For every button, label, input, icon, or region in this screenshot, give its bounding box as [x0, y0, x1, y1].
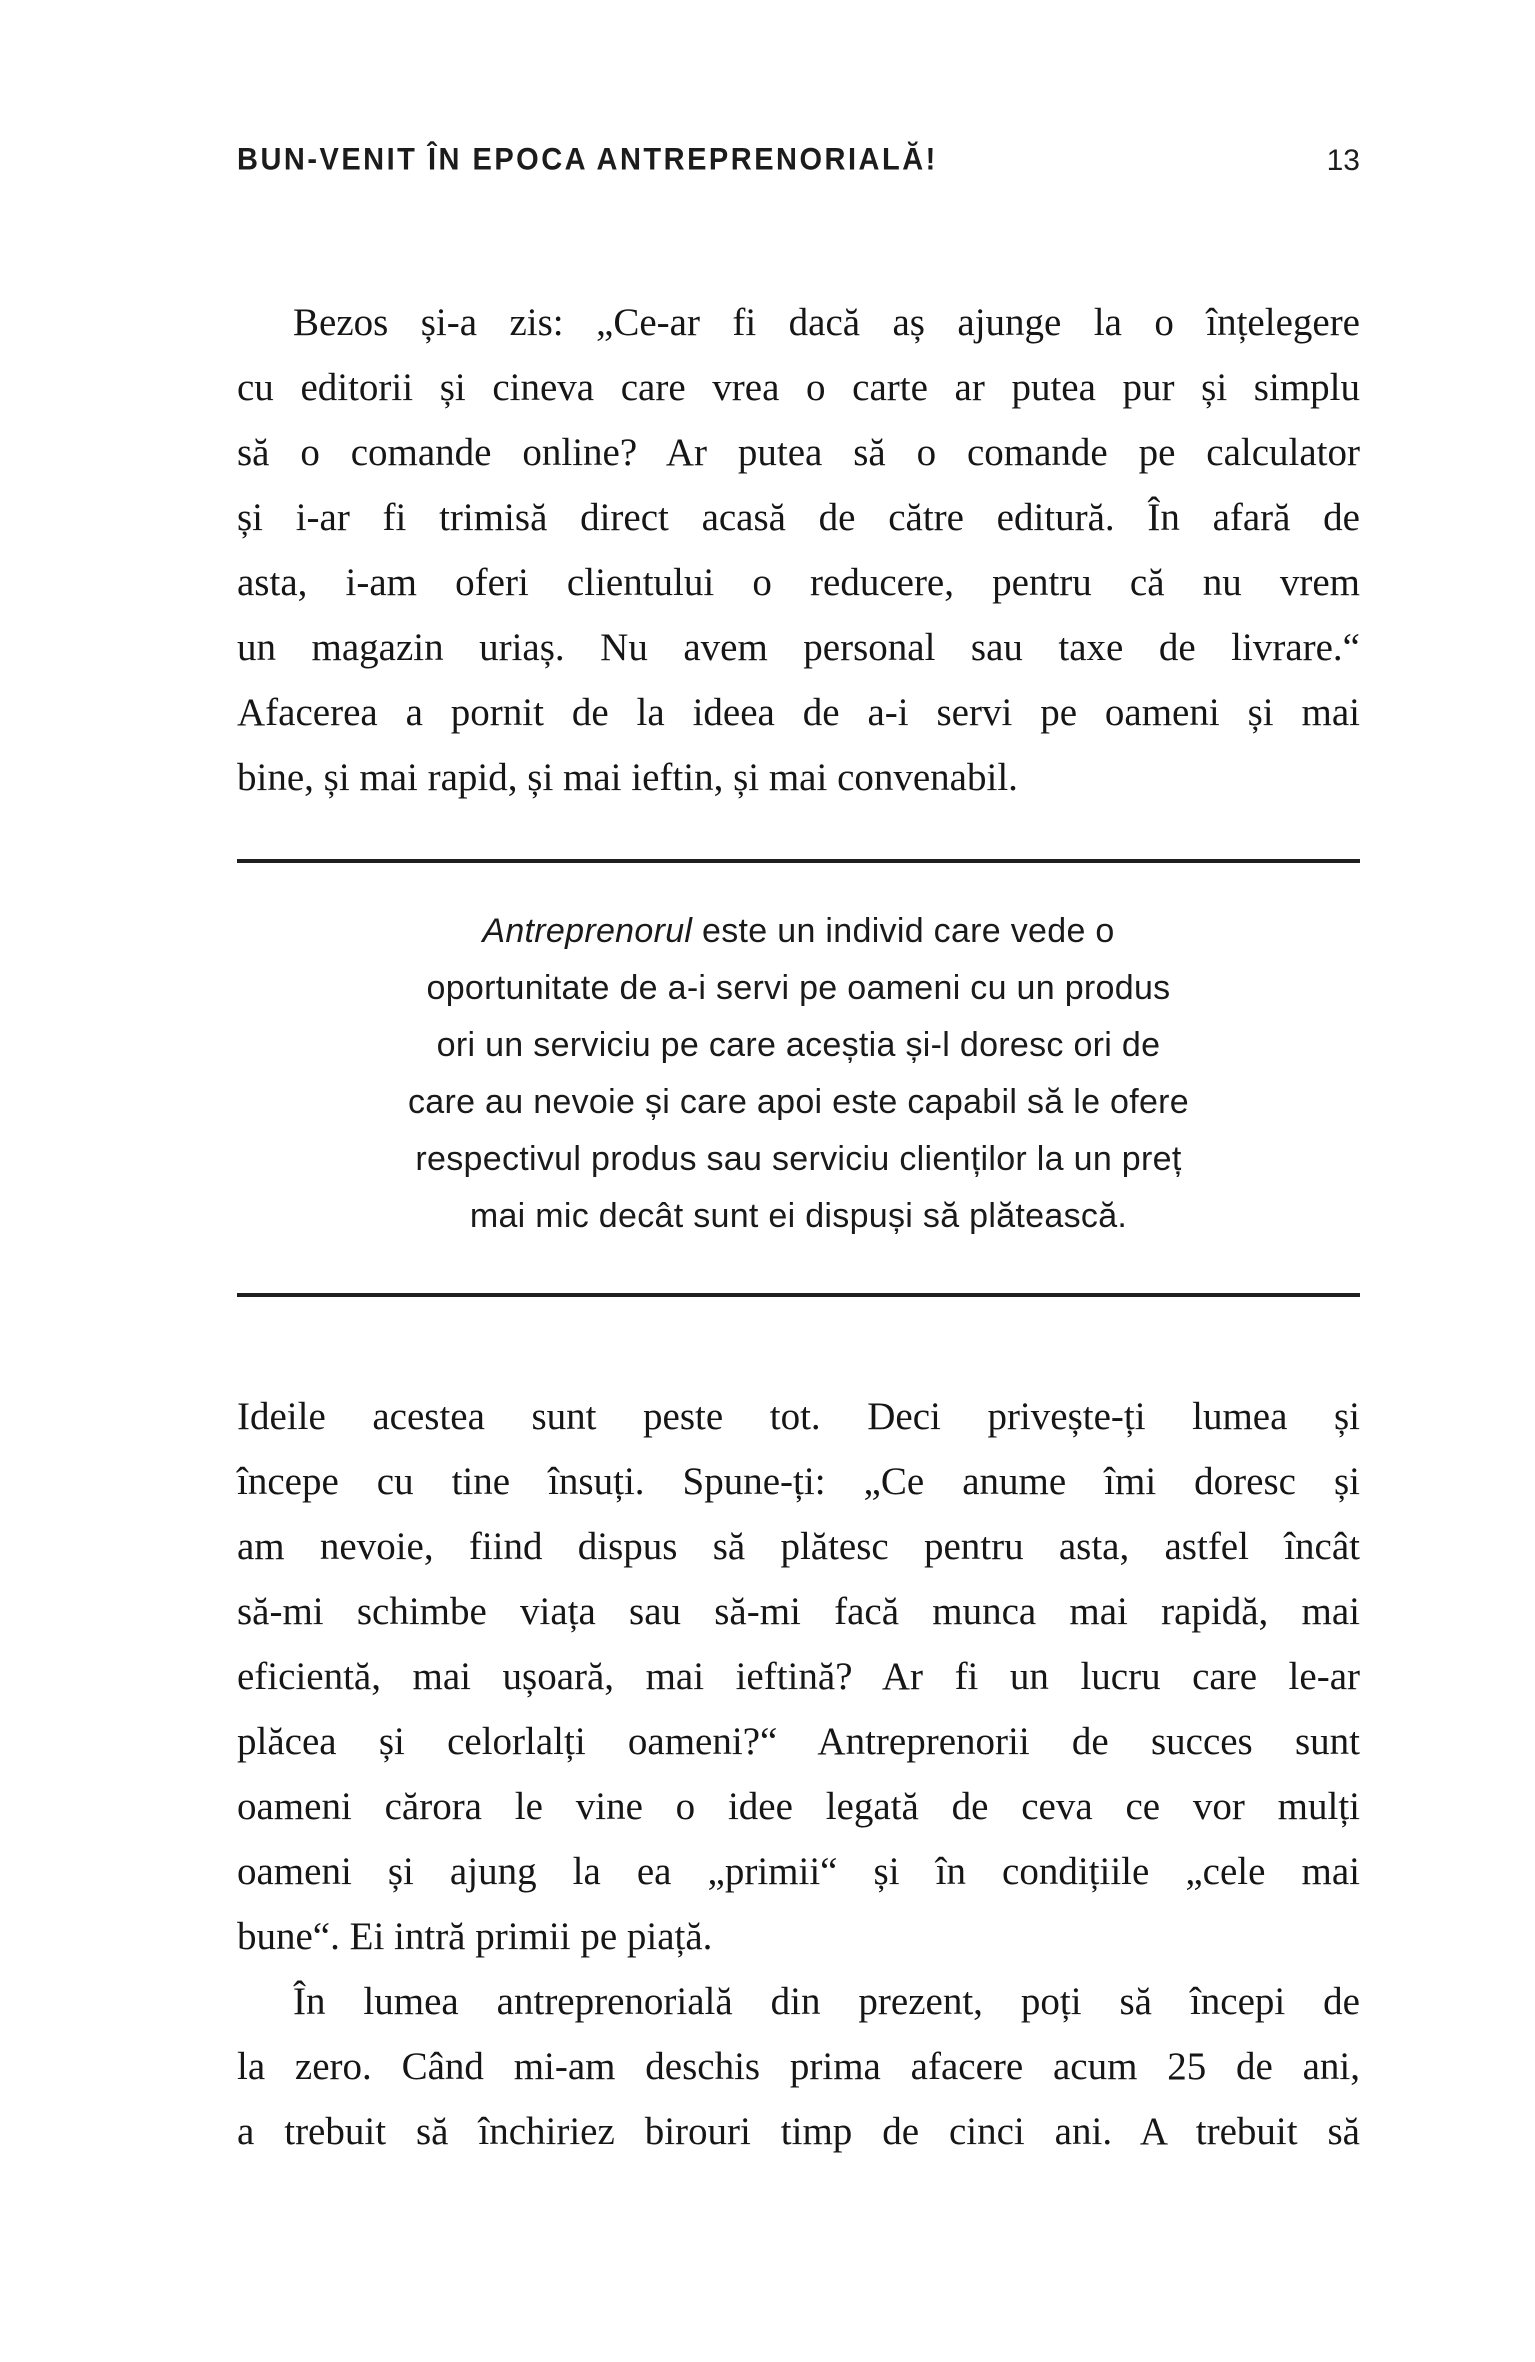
quote-line: ori un serviciu pe care aceștia și-l doresc ori de	[436, 1026, 1161, 1064]
text-line: Ideile acestea sunt peste tot. Deci privește-ți lumea și	[237, 1395, 1360, 1438]
text-line: un magazin uriaș. Nu avem personal sau taxe de livrare.“	[237, 626, 1360, 669]
page-number: 13	[1326, 144, 1360, 177]
text-line: oameni cărora le vine o idee legată de ceva ce vor mulți	[237, 1785, 1360, 1828]
quote-lead-line	[237, 903, 1360, 960]
divider-rule-bottom	[237, 1293, 1360, 1297]
text-line: și i-ar fi trimisă direct acasă de către editură. În afară de	[237, 496, 1360, 539]
quote-lead-rest: este un individ care vede o	[692, 912, 1115, 950]
text-line: la zero. Când mi-am deschis prima afacere acum 25 de ani,	[237, 2045, 1360, 2088]
text-line: oameni și ajung la ea „primii“ și în condițiile „cele mai	[237, 1850, 1360, 1893]
text-line: plăcea și celorlalți oameni?“ Antreprenorii de succes sunt	[237, 1720, 1360, 1763]
quote-line: oportunitate de a-i servi pe oameni cu un produs	[426, 969, 1171, 1007]
text-line: am nevoie, fiind dispus să plătesc pentru asta, astfel încât	[237, 1525, 1360, 1568]
text-line: bune“. Ei intră primii pe piață.	[237, 1915, 713, 1958]
quote-line: mai mic decât sunt ei dispuși să plătească.	[469, 1197, 1128, 1235]
text-line: să-mi schimbe viața sau să-mi facă munca mai rapidă, mai	[237, 1590, 1360, 1633]
chapter-title: BUN-VENIT ÎN EPOCA ANTREPRENORIALĂ!	[237, 142, 938, 177]
quote-lines	[237, 960, 1360, 1245]
body-paragraphs-ideile	[237, 1384, 1360, 2164]
text-line: asta, i-am oferi clientului o reducere, pentru că nu vrem	[237, 561, 1360, 604]
quote-line: care au nevoie și care apoi este capabil să le ofere	[407, 1083, 1190, 1121]
quote-lead-italic: Antreprenorul	[482, 912, 693, 950]
text-line: Bezos și-a zis: „Ce-ar fi dacă aș ajunge la o înțelegere	[293, 301, 1360, 344]
running-header	[237, 144, 1360, 178]
pull-quote	[237, 903, 1360, 1245]
text-line: bine, și mai rapid, și mai ieftin, și mai convenabil.	[237, 756, 1018, 799]
quote-line: respectivul produs sau serviciu clienților la un preț	[415, 1140, 1182, 1178]
text-line: eficientă, mai ușoară, mai ieftină? Ar fi un lucru care le-ar	[237, 1655, 1360, 1698]
text-line: Afacerea a pornit de la ideea de a-i servi pe oameni și mai	[237, 691, 1360, 734]
text-line: cu editorii și cineva care vrea o carte ar putea pur și simplu	[237, 366, 1360, 409]
text-line: începe cu tine însuți. Spune-ți: „Ce anume îmi doresc și	[237, 1460, 1360, 1503]
text-line: a trebuit să închiriez birouri timp de cinci ani. A trebuit să	[237, 2110, 1360, 2153]
divider-rule-top	[237, 859, 1360, 863]
text-line: În lumea antreprenorială din prezent, poți să începi de	[293, 1980, 1360, 2023]
text-line: să o comande online? Ar putea să o comande pe calculator	[237, 431, 1360, 474]
body-paragraph-bezos	[237, 290, 1360, 810]
